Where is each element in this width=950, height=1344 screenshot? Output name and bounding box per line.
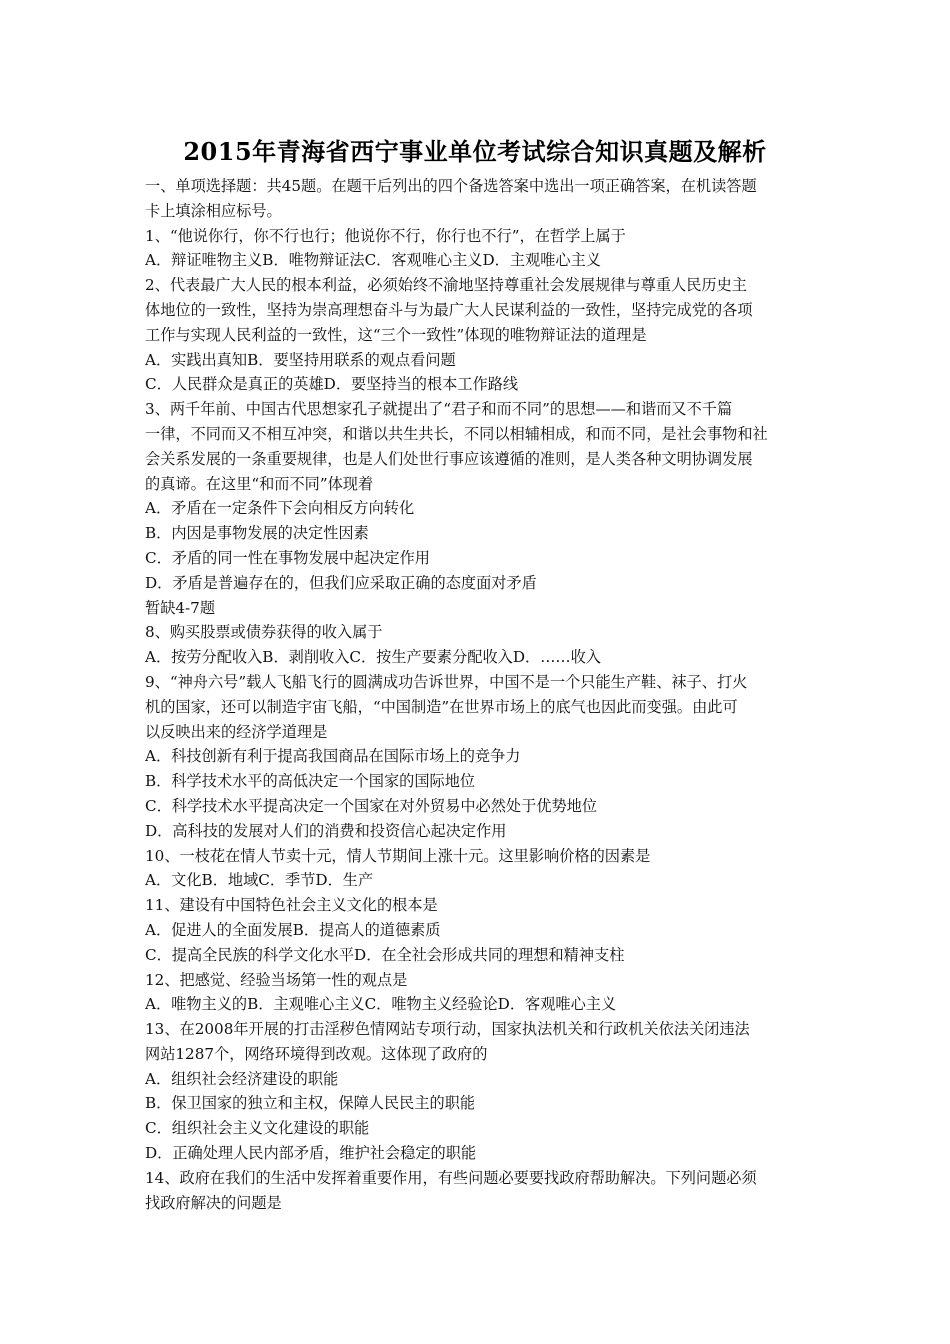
text-line: 工作与实现人民利益的一致性，这“三个一致性”体现的唯物辩证法的道理是 bbox=[145, 325, 647, 344]
text-line: 3、两千年前、中国古代思想家孔子就提出了“君子和而不同”的思想——和谐而又不千篇 bbox=[145, 400, 733, 419]
text-line: A．组织社会经济建设的职能 bbox=[145, 1069, 339, 1088]
text-line: 一律，不同而又不相互冲突，和谐以共生共长，不同以相辅相成，和而不同，是社会事物和社 bbox=[145, 424, 768, 443]
text-line: C．科学技术水平提高决定一个国家在对外贸易中必然处于优势地位 bbox=[145, 796, 598, 815]
text-line: 会关系发展的一条重要规律，也是人们处世行事应该遵循的准则，是人类各种文明协调发展 bbox=[145, 449, 753, 468]
document-title: 2015年青海省西宁事业单位考试综合知识真题及解析 bbox=[183, 137, 767, 166]
text-line: A．按劳分配收入B．剥削收入C．按生产要素分配收入D．……收入 bbox=[145, 648, 601, 667]
text-line: A．矛盾在一定条件下会向相反方向转化 bbox=[145, 499, 415, 518]
text-line: A．辩证唯物主义B．唯物辩证法C．客观唯心主义D．主观唯心主义 bbox=[145, 251, 601, 270]
text-line: 8、购买股票或债券获得的收入属于 bbox=[145, 623, 383, 642]
text-line: 13、在2008年开展的打击淫秽色情网站专项行动，国家执法机关和行政机关依法关闭违法 bbox=[145, 1020, 750, 1039]
text-line: 11、建设有中国特色社会主义文化的根本是 bbox=[145, 896, 438, 915]
text-line: 以反映出来的经济学道理是 bbox=[145, 722, 328, 741]
text-line: B．内因是事物发展的决定性因素 bbox=[145, 524, 369, 543]
text-line: 网站1287个，网络环境得到改观。这体现了政府的 bbox=[145, 1044, 488, 1063]
text-line: A．科技创新有利于提高我国商品在国际市场上的竞争力 bbox=[145, 747, 521, 766]
text-line: 暂缺4-7题 bbox=[145, 598, 216, 617]
text-line: C．组织社会主义文化建设的职能 bbox=[145, 1119, 370, 1138]
text-line: C．人民群众是真正的英雄D．要坚持当的根本工作路线 bbox=[145, 375, 519, 394]
text-line: D．正确处理人民内部矛盾，维护社会稳定的职能 bbox=[145, 1144, 477, 1163]
text-line: 找政府解决的问题是 bbox=[145, 1193, 282, 1212]
text-line: C．矛盾的同一性在事物发展中起决定作用 bbox=[145, 548, 430, 567]
text-line: A．唯物主义的B．主观唯心主义C．唯物主义经验论D．客观唯心主义 bbox=[145, 995, 617, 1014]
text-line: 14、政府在我们的生活中发挥着重要作用，有些问题必要要找政府帮助解决。下列问题必须 bbox=[145, 1168, 757, 1187]
text-line: 12、把感觉、经验当场第一性的观点是 bbox=[145, 970, 408, 989]
text-line: A．促进人的全面发展B．提高人的道德素质 bbox=[145, 920, 441, 939]
text-line: 体地位的一致性，坚持为崇高理想奋斗与为最广大人民谋利益的一致性，坚持完成党的各项 bbox=[145, 300, 753, 319]
text-line: 的真谛。在这里“和而不同”体现着 bbox=[145, 474, 374, 493]
text-line: 卡上填涂相应标号。 bbox=[145, 201, 282, 220]
text-line: 2、代表最广大人民的根本利益，必须始终不渝地坚持尊重社会发展规律与尊重人民历史主 bbox=[145, 276, 747, 295]
text-line: B．保卫国家的独立和主权，保障人民民主的职能 bbox=[145, 1094, 476, 1113]
text-line: 机的国家，还可以制造宇宙飞船，“中国制造”在世界市场上的底气也因此而变强。由此可 bbox=[145, 697, 738, 716]
text-line: 1、“他说你行，你不行也行；他说你不行，你行也不行”，在哲学上属于 bbox=[145, 226, 626, 245]
text-line: 10、一枝花在情人节卖十元，情人节期间上涨十元。这里影响价格的因素是 bbox=[145, 846, 651, 865]
text-line: A．实践出真知B．要坚持用联系的观点看问题 bbox=[145, 350, 456, 369]
text-line: B．科学技术水平的高低决定一个国家的国际地位 bbox=[145, 772, 476, 791]
document-body bbox=[145, 174, 809, 1215]
text-line: D．矛盾是普遍存在的，但我们应采取正确的态度面对矛盾 bbox=[145, 573, 537, 592]
text-line: C．提高全民族的科学文化水平D．在全社会形成共同的理想和精神支柱 bbox=[145, 945, 625, 964]
text-line: D．高科技的发展对人们的消费和投资信心起决定作用 bbox=[145, 821, 507, 840]
text-line: 一、单项选择题：共45题。在题干后列出的四个备选答案中选出一项正确答案，在机读答题 bbox=[145, 177, 757, 195]
text-line: A．文化B．地域C．季节D．生产 bbox=[145, 871, 374, 890]
text-line: 9、“神舟六号”载人飞船飞行的圆满成功告诉世界，中国不是一个只能生产鞋、袜子、打火 bbox=[145, 672, 748, 691]
